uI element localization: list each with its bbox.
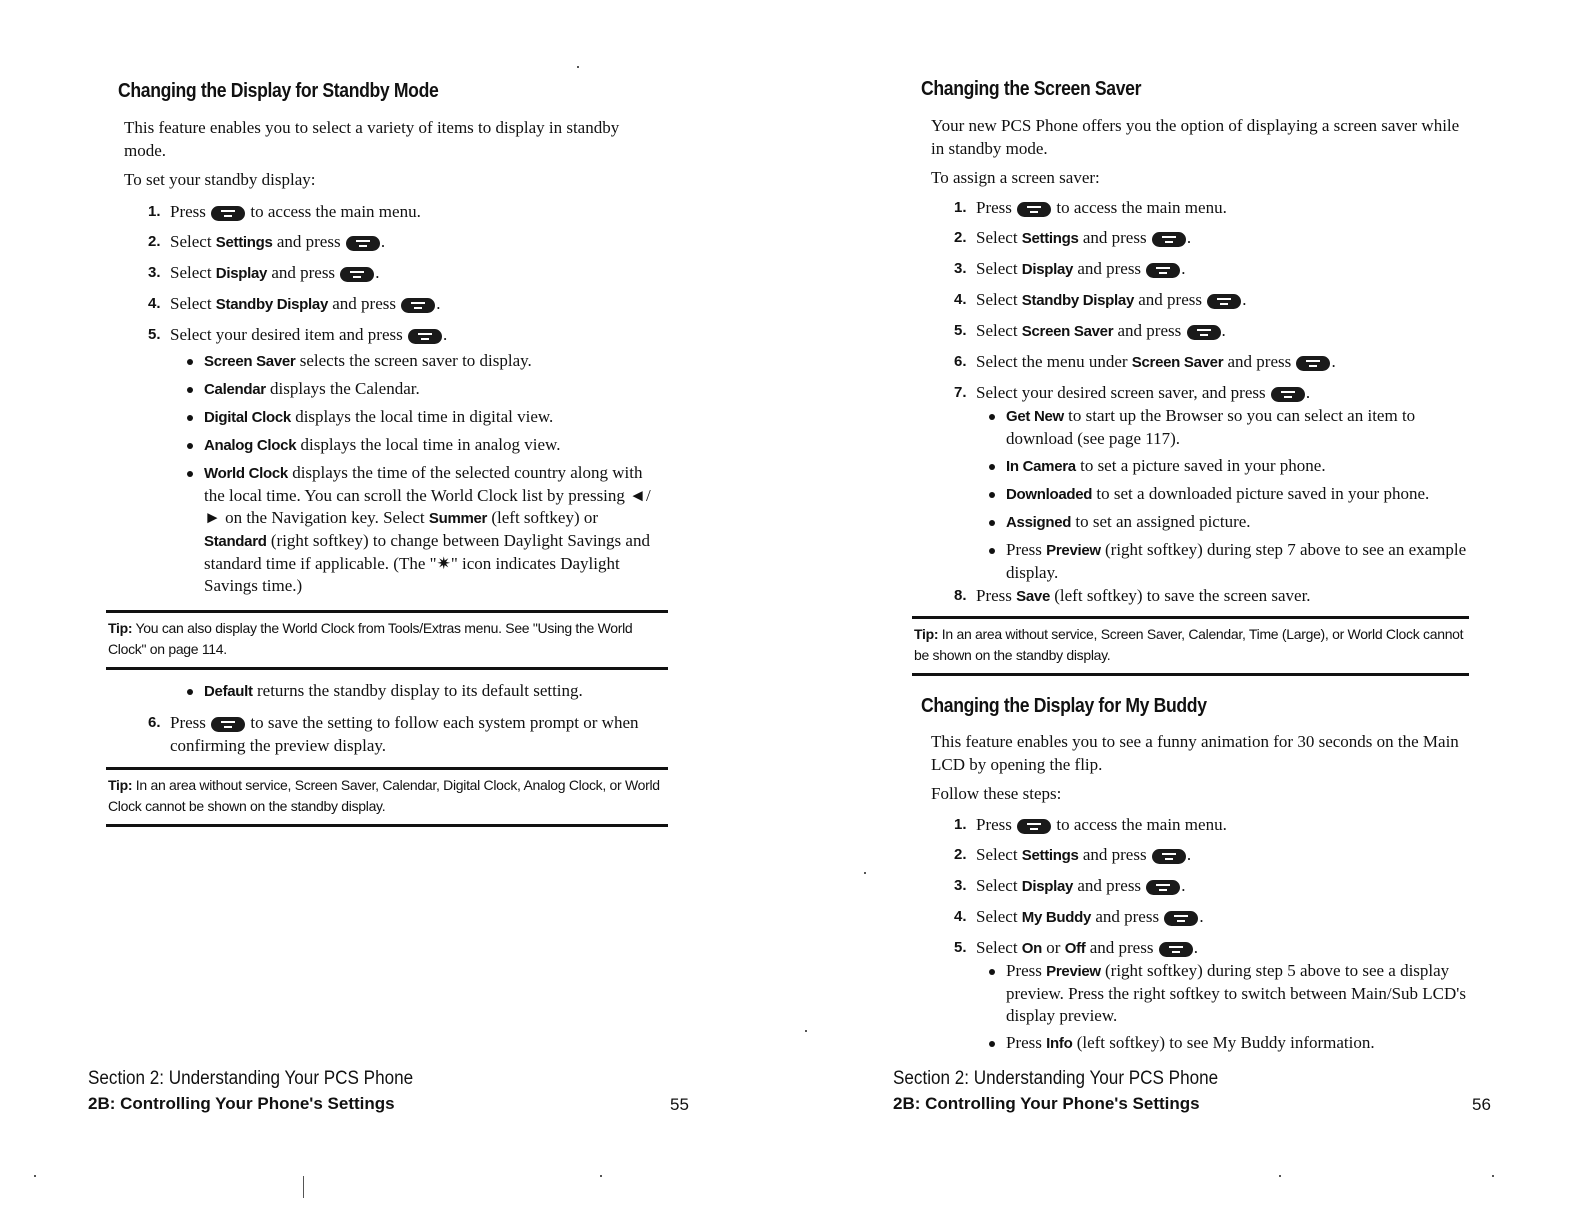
heading-standby-display: Changing the Display for Standby Mode [118, 80, 439, 102]
menu-ok-key-icon [401, 298, 435, 313]
step-1: 1. Press to access the main menu. [148, 202, 421, 221]
bullet-icon [187, 689, 193, 695]
scan-speck [1492, 1175, 1494, 1177]
scan-speck [600, 1175, 602, 1177]
list-item: Calendar displays the Calendar. [184, 378, 660, 401]
step-4: 4. Select My Buddy and press . [954, 907, 1204, 926]
scan-speck [805, 1030, 807, 1032]
list-item: Get New to start up the Browser so you can select an item to download (see page 117). [986, 405, 1472, 450]
step-5: 5. Select Screen Saver and press . [954, 321, 1226, 340]
tip-box-no-service: Tip: In an area without service, Screen Saver, Calendar, Digital Clock, Analog Clock, or World Clock cannot be shown on the standby display. [106, 767, 668, 827]
scan-speck [1279, 1175, 1281, 1177]
heading-my-buddy: Changing the Display for My Buddy [921, 695, 1207, 717]
step-1: 1. Press to access the main menu. [954, 198, 1227, 217]
step-6: 6. Press to save the setting to follow each system prompt or when confirming the preview display. [148, 713, 639, 755]
list-item: Press Preview (right softkey) during step 5 above to see a display preview. Press the right softkey to switch between Main/Sub LCD's display preview. [986, 960, 1472, 1027]
bullet-icon [989, 520, 995, 526]
list-item-default: Default returns the standby display to its default setting. [184, 680, 660, 703]
step-7: 7. Select your desired screen saver, and press . [954, 383, 1311, 402]
bullet-icon [187, 471, 193, 477]
my-buddy-steps [954, 813, 1474, 967]
bullet-icon [989, 464, 995, 470]
bullet-icon [989, 414, 995, 420]
default-item-list [184, 680, 660, 708]
intro-paragraph: This feature enables you to see a funny animation for 30 seconds on the Main LCD by opening the flip. [931, 732, 1459, 774]
lead-paragraph: Follow these steps: [931, 784, 1062, 803]
step-3: 3. Select Display and press . [148, 263, 380, 282]
step-1: 1. Press to access the main menu. [954, 815, 1227, 834]
footer-section-title: Section 2: Understanding Your PCS Phone [893, 1068, 1219, 1089]
step-8: 8. Press Save (left softkey) to save the screen saver. [954, 586, 1311, 605]
heading-screen-saver: Changing the Screen Saver [921, 78, 1142, 100]
right-page [792, 0, 1584, 1224]
bullet-icon [989, 1041, 995, 1047]
page-number: 56 [1472, 1095, 1491, 1114]
step-6-wrap [148, 711, 648, 764]
list-item: Assigned to set an assigned picture. [986, 511, 1472, 534]
standby-steps [148, 200, 648, 353]
footer-chapter-title: 2B: Controlling Your Phone's Settings [88, 1094, 395, 1113]
footer-section-title: Section 2: Understanding Your PCS Phone [88, 1068, 414, 1089]
screen-saver-option-list [986, 405, 1472, 589]
list-item: In Camera to set a picture saved in your phone. [986, 455, 1472, 478]
list-item: Analog Clock displays the local time in analog view. [184, 434, 660, 457]
menu-ok-key-icon [1159, 942, 1193, 957]
list-item-world-clock: World Clock displays the time of the selected country along with the local time. You can scroll the World Clock list by pressing ◄/► on the Navigation key. Select Summer (left softkey) or Standard (right softkey) to change between Daylight Savings and standard time if applicable. (The "✷" icon indicates Daylight Savings time.) [184, 462, 660, 597]
menu-ok-key-icon [346, 236, 380, 251]
menu-ok-key-icon [1017, 202, 1051, 217]
step-2: 2. Select Settings and press . [954, 845, 1192, 864]
bullet-icon [989, 492, 995, 498]
step-2: 2. Select Settings and press . [148, 232, 386, 251]
bullet-icon [187, 359, 193, 365]
bullet-icon [187, 415, 193, 421]
list-item: Digital Clock displays the local time in digital view. [184, 406, 660, 429]
menu-ok-key-icon [340, 267, 374, 282]
lead-paragraph: To set your standby display: [124, 170, 316, 189]
step-3: 3. Select Display and press . [954, 259, 1186, 278]
list-item: Screen Saver selects the screen saver to display. [184, 350, 660, 373]
step-6: 6. Select the menu under Screen Saver and press . [954, 352, 1336, 371]
menu-ok-key-icon [1187, 325, 1221, 340]
tip-box-no-service: Tip: In an area without service, Screen Saver, Calendar, Time (Large), or World Clock cannot be shown on the standby display. [912, 616, 1469, 676]
menu-ok-key-icon [1146, 880, 1180, 895]
standby-item-list [184, 350, 660, 602]
scan-speck [577, 66, 579, 68]
page-number: 55 [670, 1095, 689, 1114]
list-item: Press Preview (right softkey) during step 7 above to see an example display. [986, 539, 1472, 584]
footer-chapter-title: 2B: Controlling Your Phone's Settings [893, 1094, 1200, 1113]
menu-ok-key-icon [1164, 911, 1198, 926]
step-3: 3. Select Display and press . [954, 876, 1186, 895]
step-4: 4. Select Standby Display and press . [954, 290, 1247, 309]
bullet-icon [187, 443, 193, 449]
screen-saver-section-body [931, 114, 1461, 195]
step-5: 5. Select your desired item and press . [148, 325, 448, 344]
menu-ok-key-icon [1017, 819, 1051, 834]
bullet-icon [989, 969, 995, 975]
margin-mark [303, 1176, 304, 1198]
bullet-icon [989, 548, 995, 554]
menu-ok-key-icon [211, 206, 245, 221]
bullet-icon [187, 387, 193, 393]
intro-paragraph: This feature enables you to select a variety of items to display in standby mode. [124, 118, 620, 160]
menu-ok-key-icon [211, 717, 245, 732]
menu-ok-key-icon [1146, 263, 1180, 278]
step-8-wrap [954, 584, 1474, 615]
menu-ok-key-icon [1271, 387, 1305, 402]
standby-section-body [124, 116, 644, 197]
menu-ok-key-icon [1152, 232, 1186, 247]
menu-ok-key-icon [1152, 849, 1186, 864]
lead-paragraph: To assign a screen saver: [931, 168, 1100, 187]
intro-paragraph: Your new PCS Phone offers you the option of displaying a screen saver while in standby mode. [931, 116, 1460, 158]
scan-speck [864, 872, 866, 874]
list-item: Press Info (left softkey) to see My Buddy information. [986, 1032, 1472, 1055]
step-2: 2. Select Settings and press . [954, 228, 1192, 247]
menu-ok-key-icon [1207, 294, 1241, 309]
list-item: Downloaded to set a downloaded picture saved in your phone. [986, 483, 1472, 506]
step-4: 4. Select Standby Display and press . [148, 294, 441, 313]
menu-ok-key-icon [408, 329, 442, 344]
screen-saver-steps [954, 196, 1474, 411]
my-buddy-section-body [931, 730, 1461, 811]
my-buddy-tip-list [986, 960, 1472, 1060]
step-5: 5. Select On or Off and press . [954, 938, 1198, 957]
menu-ok-key-icon [1296, 356, 1330, 371]
tip-box-world-clock: Tip: You can also display the World Clock from Tools/Extras menu. See "Using the World Clock" on page 114. [106, 610, 668, 670]
scan-speck [34, 1175, 36, 1177]
